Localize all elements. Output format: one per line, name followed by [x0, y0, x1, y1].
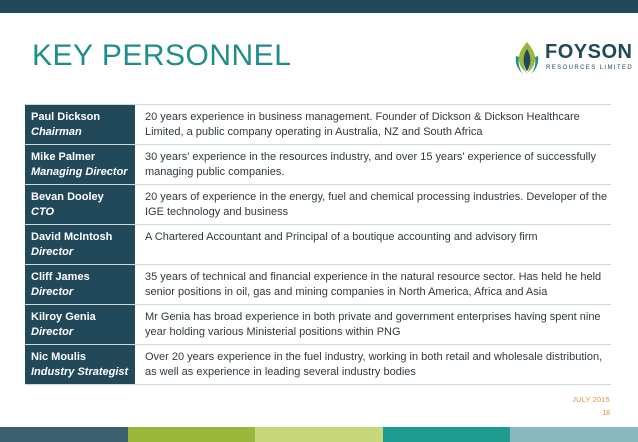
person-description: 20 years of experience in the energy, fuel and chemical processing industries. Developer of the IGE technology and business: [145, 191, 608, 218]
person-cell: [25, 265, 135, 304]
person-cell: [25, 185, 135, 224]
table-row: [25, 265, 611, 305]
logo-wordmark: FOYSON: [545, 41, 633, 63]
foyson-logo: [512, 40, 634, 76]
person-name: Bevan Dooley: [31, 191, 104, 203]
footer-stripe: [0, 427, 128, 442]
person-role: CTO: [31, 206, 55, 218]
footer-stripe: [510, 427, 638, 442]
person-role: Director: [31, 246, 74, 258]
table-row: [25, 185, 611, 225]
person-name: Nic Moulis: [31, 351, 87, 363]
page-title: KEY PERSONNEL: [32, 39, 292, 72]
footer-stripe: [383, 427, 511, 442]
table-row: [25, 305, 611, 345]
personnel-table: [25, 104, 611, 385]
person-name: Paul Dickson: [31, 111, 101, 123]
table-row: [25, 145, 611, 185]
person-cell: [25, 105, 135, 144]
person-role: Director: [31, 326, 74, 338]
person-description: 20 years experience in business management. Founder of Dickson & Dickson Healthcare Limited, a public company operating in Australia, NZ and South Africa: [145, 111, 580, 138]
table-row: [25, 104, 611, 145]
table-row: [25, 225, 611, 265]
person-description: 30 years' experience in the resources industry, and over 15 years' experience of successfully managing public companies.: [145, 151, 596, 178]
person-description: Mr Genia has broad experience in both private and government enterprises having spent nine year holding various Ministerial positions within PNG: [145, 311, 601, 338]
footer-stripe: [128, 427, 256, 442]
date-label: JULY 2015: [572, 397, 610, 404]
person-role: Chairman: [31, 126, 82, 138]
person-cell: [25, 225, 135, 264]
top-header-bar: [0, 0, 638, 13]
footer-color-band: [0, 427, 638, 442]
person-cell: [25, 305, 135, 344]
person-name: David McIntosh: [31, 231, 113, 243]
person-name: Mike Palmer: [31, 151, 96, 163]
flame-logo-icon: [512, 40, 542, 76]
footer-stripe: [255, 427, 383, 442]
logo-tagline: RESOURCES LIMITED: [546, 65, 634, 71]
person-role: Director: [31, 286, 74, 298]
person-role: Managing Director: [31, 166, 128, 178]
person-description: 35 years of technical and financial experience in the natural resource sector. Has held he held senior positions in oil, gas and mining companies in North America, Africa and Asia: [145, 271, 602, 298]
table-row: [25, 345, 611, 385]
person-description: A Chartered Accountant and Principal of a boutique accounting and advisory firm: [145, 231, 538, 243]
person-name: Cliff James: [31, 271, 90, 283]
page-number: 18: [602, 410, 610, 417]
person-name: Kilroy Genia: [31, 311, 96, 323]
person-description: Over 20 years experience in the fuel industry, working in both retail and wholesale distribution, as well as experience in leading several industry bodies: [145, 351, 603, 378]
person-cell: [25, 145, 135, 184]
person-cell: [25, 345, 135, 384]
person-role: Industry Strategist: [31, 366, 129, 378]
